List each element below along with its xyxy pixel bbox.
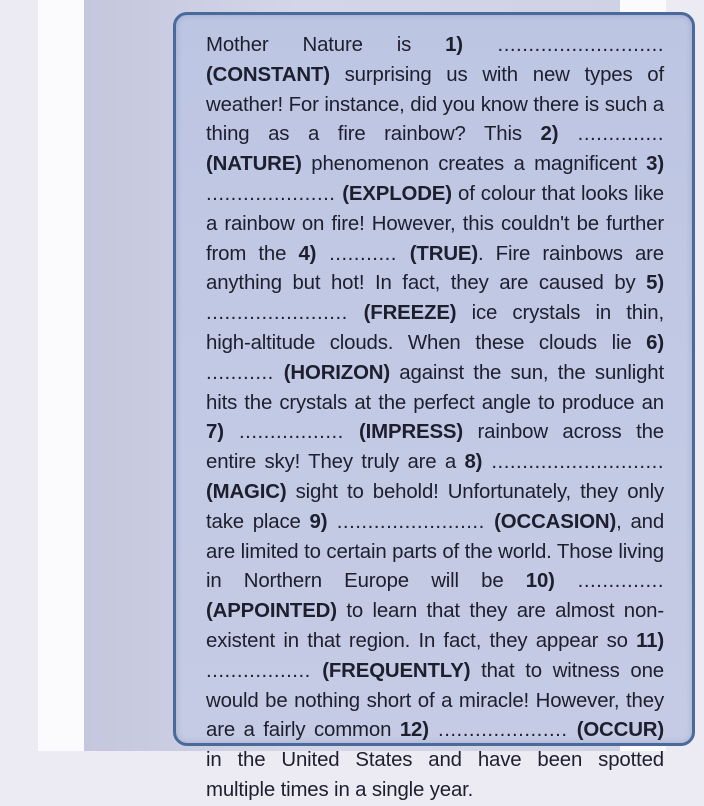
gap-number: 2)	[540, 123, 559, 146]
text-run: that to witness one would be nothing short of a miracle! However, they are a fairly common	[206, 659, 664, 742]
exercise-panel	[173, 12, 695, 801]
gap-number: 10)	[525, 570, 555, 593]
answer-blank: ............................	[482, 451, 664, 474]
answer-blank: .....................	[206, 182, 343, 205]
text-run: , and are limited to certain parts of the world. Those living in Northern Europe will be	[206, 510, 665, 593]
keyword: (EXPLODE)	[342, 182, 452, 205]
gap-number: 12)	[399, 719, 429, 742]
answer-blank: ........................	[327, 510, 495, 533]
gap-number: 9)	[309, 510, 328, 533]
gap-number: 4)	[298, 242, 317, 265]
text-run: of colour that looks like a rainbow on fire! However, this couldn't be further from the	[206, 182, 664, 265]
gap-number: 1)	[445, 34, 463, 56]
text-run: . Fire rainbows are anything but hot! In fact, they are caused by	[206, 242, 664, 295]
text-run: Mother Nature is	[206, 34, 446, 56]
gap-number: 7)	[206, 421, 224, 444]
keyword: (HORIZON)	[283, 361, 391, 384]
answer-blank: .....................	[428, 719, 577, 742]
text-run: rainbow across the entire sky! They truly are a	[206, 421, 664, 474]
answer-blank: .......................	[206, 302, 364, 325]
textbook-photo	[84, 0, 665, 801]
keyword: (NATURE)	[206, 153, 302, 176]
text-run: ice crystals in thin, high-altitude clouds. When these clouds lie	[206, 302, 664, 354]
text-run: against the sun, the sunlight hits the crystals at the perfect angle to produce an	[206, 361, 665, 414]
answer-blank: .................	[223, 421, 359, 444]
answer-blank: .................	[206, 659, 323, 682]
text-run: sight to behold! Unfortunately, they only take place	[206, 480, 664, 533]
keyword: (CONSTANT)	[206, 63, 330, 86]
keyword: (FREEZE)	[363, 302, 457, 325]
text-run: phenomenon creates a magnificent	[301, 153, 647, 176]
answer-blank: ...........	[316, 242, 410, 265]
gap-number: 5)	[646, 272, 664, 295]
keyword: (OCCASION)	[494, 510, 617, 533]
keyword: (MAGIC)	[206, 480, 287, 503]
keyword: (IMPRESS)	[359, 421, 464, 444]
keyword: (FREQUENTLY)	[322, 659, 471, 682]
text-run: to learn that they are almost non-existent in that region. In fact, they appear so	[206, 600, 664, 652]
answer-blank: ...........	[206, 361, 284, 384]
keyword: (APPOINTED)	[206, 600, 337, 623]
exercise-text	[206, 31, 664, 806]
keyword: (TRUE)	[409, 242, 478, 265]
answer-blank: ...........................	[462, 34, 664, 56]
gap-number: 8)	[464, 451, 483, 474]
text-run: surprising us with new types of weather! For instance, did you know there is such a thing as a fire rainbow? This	[206, 63, 664, 146]
gap-number: 3)	[646, 153, 664, 176]
gap-number: 6)	[646, 331, 664, 354]
keyword: (OCCUR)	[576, 719, 664, 742]
answer-blank: ..............	[554, 570, 664, 593]
answer-blank: ..............	[558, 123, 664, 146]
text-run: in the United States and have been spotted multiple times in a single year.	[206, 749, 664, 801]
gap-number: 11)	[636, 629, 664, 652]
